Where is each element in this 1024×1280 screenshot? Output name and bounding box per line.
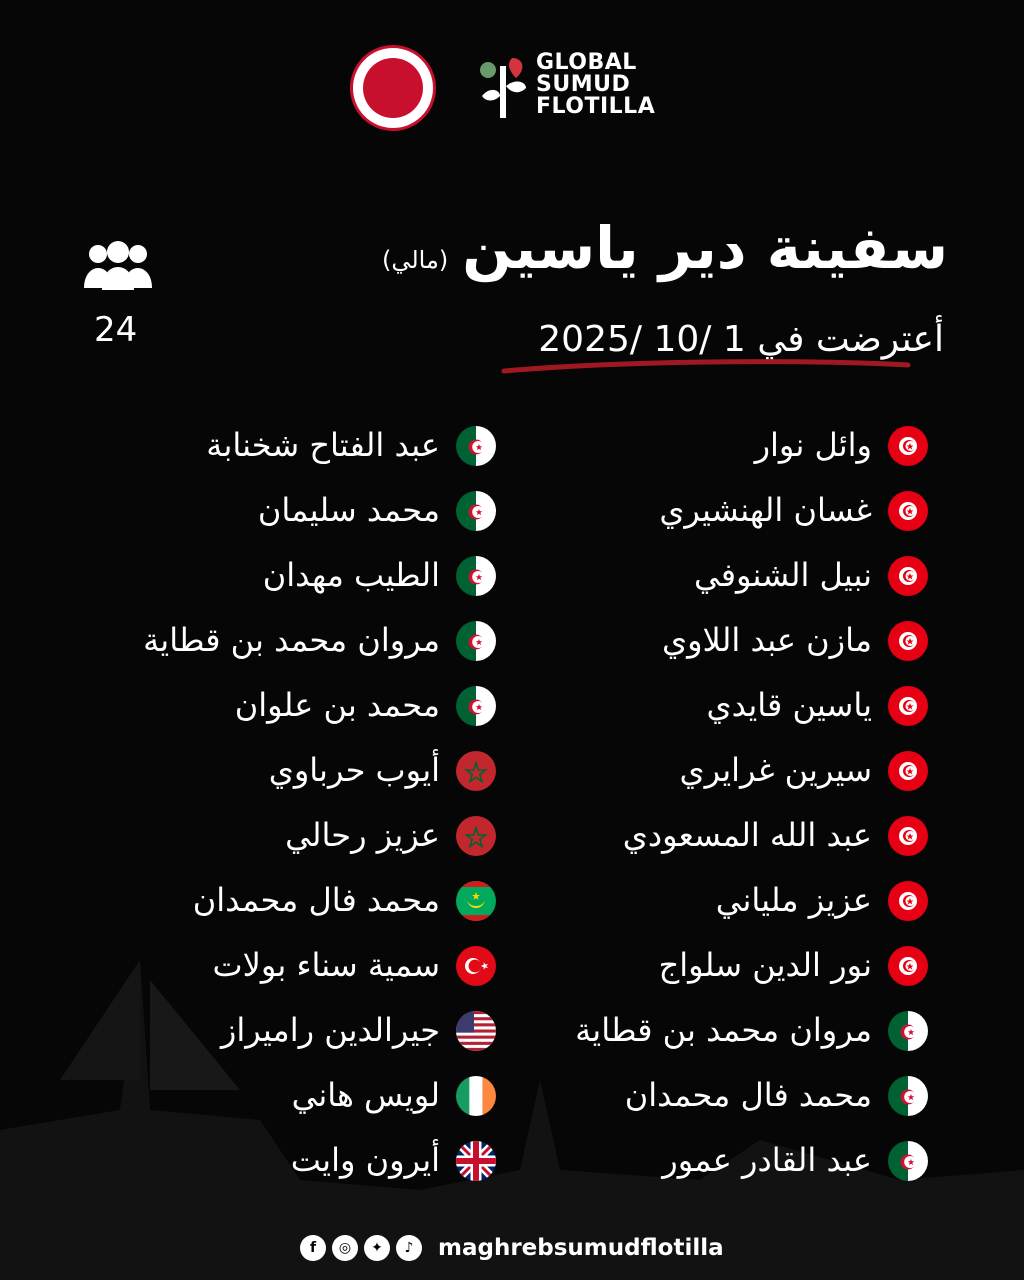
- morocco-flag-icon: [456, 816, 496, 856]
- participant-row: [500, 607, 960, 672]
- tunisia-flag-icon: [888, 751, 928, 791]
- participant-name: عبد القادر عمور: [662, 1141, 872, 1179]
- participant-row: [40, 802, 500, 867]
- participant-name: محمد بن علوان: [234, 686, 440, 724]
- participant-row: [500, 412, 960, 477]
- participant-row: [500, 1127, 960, 1192]
- morocco-flag-icon: [456, 751, 496, 791]
- participant-name: أيرون وايت: [290, 1141, 440, 1179]
- tiktok-icon[interactable]: ♪: [396, 1235, 422, 1261]
- participant-name: عزيز ملياني: [715, 881, 872, 919]
- participant-name: أيوب حرباوي: [268, 751, 440, 789]
- tunisia-flag-icon: [888, 491, 928, 531]
- tunisia-flag-icon: [888, 686, 928, 726]
- instagram-icon[interactable]: ◎: [332, 1235, 358, 1261]
- participant-row: [40, 1127, 500, 1192]
- participant-name: محمد سليمان: [257, 491, 440, 529]
- algeria-flag-icon: [456, 556, 496, 596]
- participant-row: [500, 997, 960, 1062]
- global-sumud-flotilla-wordmark: [536, 52, 655, 118]
- interception-date: أعترضت في 1 /10 /2025: [538, 319, 944, 360]
- participant-row: [40, 607, 500, 672]
- tunisia-flag-icon: [888, 556, 928, 596]
- algeria-flag-icon: [456, 491, 496, 531]
- participant-row: [40, 542, 500, 607]
- participant-row: [500, 932, 960, 997]
- participant-name: نبيل الشنوفي: [694, 556, 872, 594]
- social-handle[interactable]: maghrebsumudflotilla: [438, 1235, 724, 1261]
- social-footer: [300, 1230, 724, 1266]
- participant-row: [40, 932, 500, 997]
- global-sumud-flotilla-logo-icon: [476, 56, 532, 120]
- participant-row: [40, 1062, 500, 1127]
- participants-list-left: [40, 412, 500, 1192]
- participant-name: محمد فال محمدان: [624, 1076, 872, 1114]
- ship-name: سفينة دير ياسين: [462, 214, 948, 282]
- participant-name: مروان محمد بن قطاية: [143, 621, 440, 659]
- participant-row: [500, 477, 960, 542]
- participant-row: [40, 737, 500, 802]
- algeria-flag-icon: [888, 1076, 928, 1116]
- participant-row: [500, 1062, 960, 1127]
- participant-row: [500, 802, 960, 867]
- algeria-flag-icon: [456, 426, 496, 466]
- algeria-flag-icon: [456, 621, 496, 661]
- maghreb-sumud-seal-logo: [350, 45, 436, 131]
- turkey-flag-icon: [456, 946, 496, 986]
- participant-name: مازن عبد اللاوي: [662, 621, 872, 659]
- participant-name: نور الدين سلواج: [658, 946, 872, 984]
- participants-list-right: [500, 412, 960, 1192]
- people-group-icon: [82, 240, 154, 292]
- ireland-flag-icon: [456, 1076, 496, 1116]
- participant-row: [40, 867, 500, 932]
- tunisia-flag-icon: [888, 816, 928, 856]
- participant-name: وائل نوار: [754, 426, 872, 464]
- participant-name: مروان محمد بن قطاية: [575, 1011, 872, 1049]
- participant-count: 24: [94, 310, 138, 350]
- participant-row: [500, 867, 960, 932]
- participant-row: [40, 477, 500, 542]
- participant-name: لويس هاني: [291, 1076, 440, 1114]
- participant-row: [40, 997, 500, 1062]
- algeria-flag-icon: [888, 1141, 928, 1181]
- usa-flag-icon: [456, 1011, 496, 1051]
- participant-name: عبد الله المسعودي: [622, 816, 872, 854]
- participant-name: سمية سناء بولات: [212, 946, 440, 984]
- algeria-flag-icon: [456, 686, 496, 726]
- ship-flag-country: (مالي): [382, 246, 449, 274]
- mauritania-flag-icon: [456, 881, 496, 921]
- tunisia-flag-icon: [888, 946, 928, 986]
- participant-row: [500, 672, 960, 737]
- participant-name: عبد الفتاح شخنابة: [206, 426, 440, 464]
- participant-name: سيرين غرايري: [679, 751, 872, 789]
- participant-name: جيرالدين راميراز: [220, 1011, 440, 1049]
- participant-name: غسان الهنشيري: [659, 491, 872, 529]
- algeria-flag-icon: [888, 1011, 928, 1051]
- brand-line: SUMUD: [536, 72, 631, 97]
- tunisia-flag-icon: [888, 881, 928, 921]
- ship-title: [382, 208, 948, 300]
- participant-row: [40, 672, 500, 737]
- participant-name: محمد فال محمدان: [192, 881, 440, 919]
- participant-row: [40, 412, 500, 477]
- facebook-icon[interactable]: f: [300, 1235, 326, 1261]
- participant-name: ياسين قايدي: [706, 686, 872, 724]
- date-underline-decoration: [500, 355, 912, 379]
- participant-row: [500, 542, 960, 607]
- brand-line: GLOBAL: [536, 50, 637, 75]
- brand-line: FLOTILLA: [536, 94, 656, 119]
- participant-name: عزيز رحالي: [285, 816, 440, 854]
- twitter-icon[interactable]: ✦: [364, 1235, 390, 1261]
- participant-row: [500, 737, 960, 802]
- uk-flag-icon: [456, 1141, 496, 1181]
- tunisia-flag-icon: [888, 426, 928, 466]
- tunisia-flag-icon: [888, 621, 928, 661]
- participant-name: الطيب مهدان: [262, 556, 440, 594]
